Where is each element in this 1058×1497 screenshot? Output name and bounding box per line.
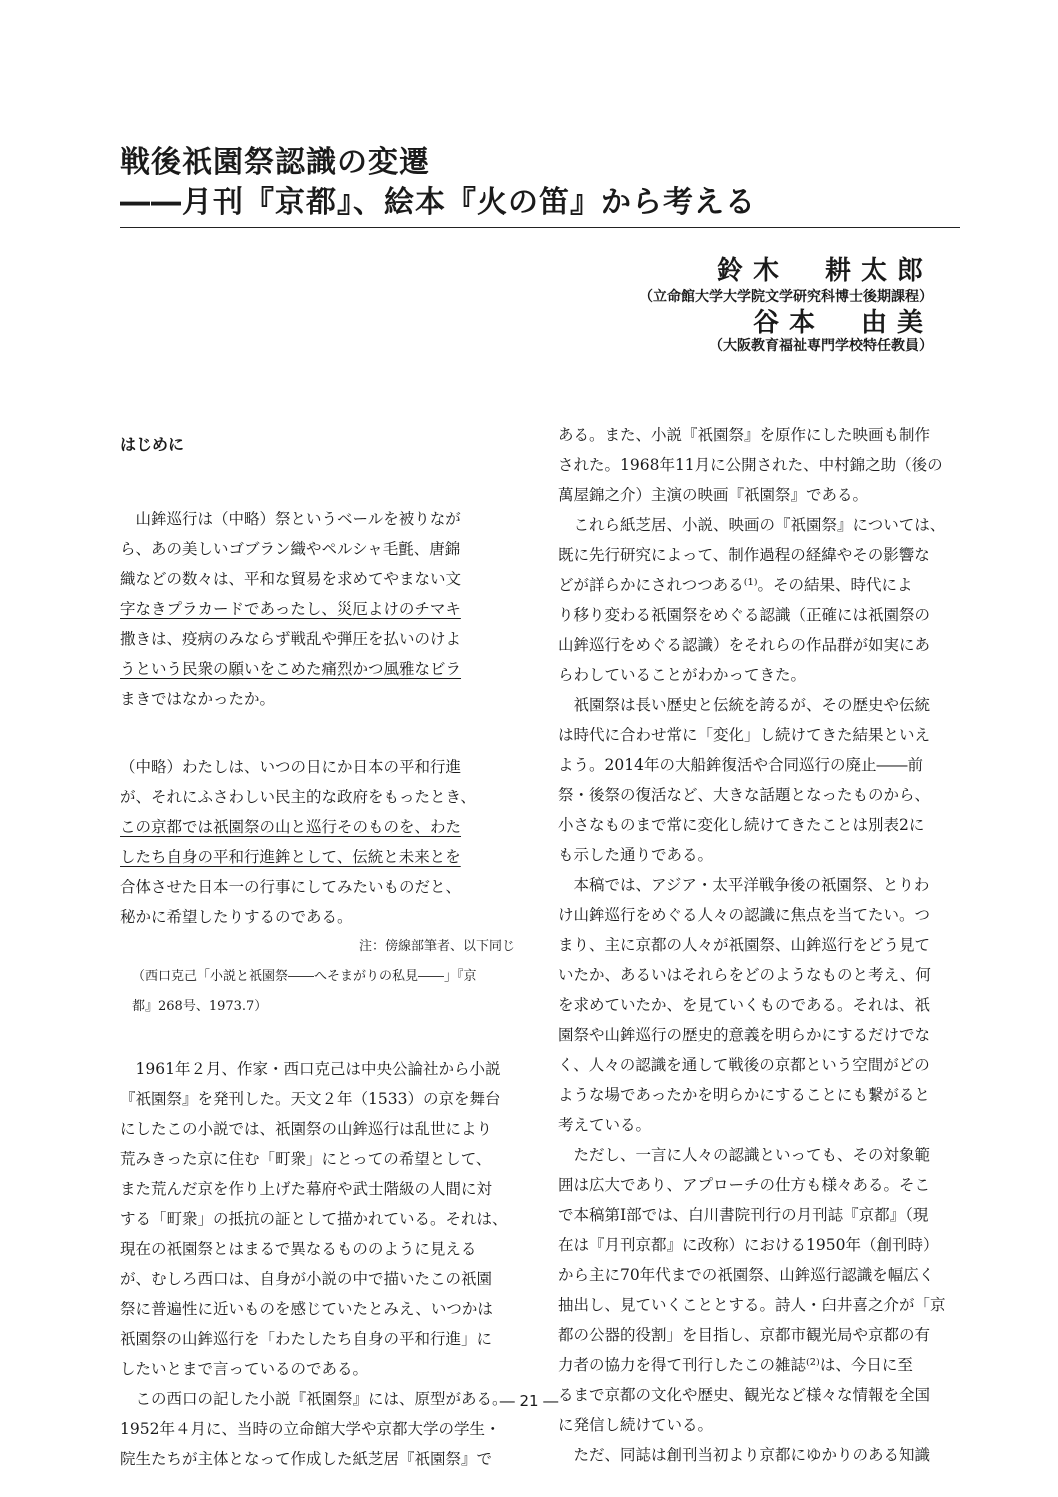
body-line: け山鉾巡行をめぐる人々の認識に焦点を当てたい。つ (558, 906, 931, 924)
author-2-affiliation: （大阪教育福祉専門学校特任教員） (709, 338, 933, 354)
body-line: も示した通りである。 (558, 846, 714, 864)
body-line: 祭に普遍性に近いものを感じていたとみえ、いつかは (120, 1300, 493, 1318)
paper-subtitle: ――月刊『京都』、絵本『火の笛』から考える (120, 185, 756, 220)
body-text-left (120, 1054, 525, 1474)
page-number: ― 21 ― (499, 1392, 559, 1410)
body-line: 本稿では、アジア・太平洋戦争後の祇園祭、とりわ (558, 876, 930, 894)
body-line: ような場であったかを明らかにすることにも繋がると (558, 1086, 930, 1104)
quote-1 (120, 504, 525, 714)
quote-line: （中略）わたしは、いつの日にか日本の平和行進 (120, 758, 462, 776)
body-line: で本稿第Ⅰ部では、白川書院刊行の月刊誌『京都』（現 (558, 1206, 929, 1224)
body-line: 都の公器的役割」を目指し、京都市観光局や京都の有 (558, 1326, 931, 1344)
quote-line: 山鉾巡行は（中略）祭というベールを被りなが (120, 510, 461, 528)
body-line: 囲は広大であり、アプローチの仕方も様々ある。そこ (558, 1176, 931, 1194)
quote-line: 字なきプラカードであったし、災厄よけのチマキ (120, 600, 461, 618)
body-line: これら紙芝居、小説、映画の『祇園祭』については、 (558, 516, 946, 534)
left-column (120, 430, 525, 1474)
body-line: ただし、一言に人々の認識といっても、その対象範 (558, 1146, 931, 1164)
quote-line: この京都では祇園祭の山と巡行そのものを、わた (120, 818, 462, 836)
body-line: 萬屋錦之介）主演の映画『祇園祭』である。 (558, 486, 869, 504)
body-line: まり、主に京都の人々が祇園祭、山鉾巡行をどう見て (558, 936, 931, 954)
body-line: 考えている。 (558, 1116, 652, 1134)
body-line: 祭・後祭の復活など、大きな話題となったものから、 (558, 786, 931, 804)
citation-line: 都』268号、1973.7） (132, 999, 268, 1014)
quote-line: うという民衆の願いをこめた痛烈かつ風雅なビラ (120, 660, 462, 678)
author-2-name: 谷本 由美 (752, 308, 933, 338)
body-line: り移り変わる祇園祭をめぐる認識（正確には祇園祭の (558, 606, 931, 624)
body-line: する「町衆」の抵抗の証として描かれている。それは、 (120, 1210, 508, 1228)
body-line: ただ、同誌は創刊当初より京都にゆかりのある知識 (558, 1446, 931, 1464)
body-line: にしたこの小説では、祇園祭の山鉾巡行は乱世により (120, 1120, 493, 1138)
body-line: を求めていたか、を見ていくものである。それは、祇 (558, 996, 931, 1014)
body-line: よう。2014年の大船鉾復活や合同巡行の廃止――前 (558, 756, 923, 774)
quote-line: まきではなかったか。 (120, 690, 276, 708)
body-line: 1952年４月に、当時の立命館大学や京都大学の学生・ (120, 1420, 501, 1438)
quote-line: 合体させた日本一の行事にしてみたいものだと、 (120, 878, 462, 896)
body-line: 現在の祇園祭とはまるで異なるもののように見える (120, 1240, 477, 1258)
body-line: が、むしろ西口は、自身が小説の中で描いたこの祇園 (120, 1270, 493, 1288)
body-line: に発信し続けている。 (558, 1416, 714, 1434)
title-divider (120, 227, 960, 228)
quote-line: したち自身の平和行進鉾として、伝統と未来とを (120, 848, 461, 866)
quote-line: 秘かに希望したりするのである。 (120, 908, 353, 926)
body-line: 『祇園祭』を発刊した。天文２年（1533）の京を舞台 (120, 1090, 501, 1108)
body-line: また荒んだ京を作り上げた幕府や武士階級の人間に対 (120, 1180, 493, 1198)
quote-line: 織などの数々は、平和な貿易を求めてやまない文 (120, 570, 462, 588)
body-line: された。1968年11月に公開された、中村錦之助（後の (558, 456, 943, 474)
body-line: 抽出し、見ていくこととする。詩人・臼井喜之介が「京 (558, 1296, 946, 1314)
body-line: 小さなものまで常に変化し続けてきたことは別表2に (558, 816, 925, 834)
body-line: 在は『月刊京都』に改称）における1950年（創刊時） (558, 1236, 939, 1254)
body-line: いたか、あるいはそれらをどのようなものと考え、何 (558, 966, 931, 984)
body-line: 1961年２月、作家・西口克己は中央公論社から小説 (120, 1060, 501, 1078)
body-line: らわしていることがわかってきた。 (558, 666, 807, 684)
body-line: ある。また、小説『祇園祭』を原作にした映画も制作 (558, 426, 931, 444)
body-line: この西口の記した小説『祇園祭』には、原型がある。 (120, 1390, 508, 1408)
body-line: したいとまで言っているのである。 (120, 1360, 369, 1378)
body-line: 荒みきった京に住む「町衆」にとっての希望として、 (120, 1150, 492, 1168)
author-1-name: 鈴木 耕太郎 (716, 256, 933, 286)
body-line: 園祭や山鉾巡行の歴史的意義を明らかにするだけでな (558, 1026, 931, 1044)
quote-line: 撒きは、疫病のみならず戦乱や弾圧を払いのけよ (120, 630, 462, 648)
right-column (558, 420, 960, 1470)
paper-title: 戦後祇園祭認識の変遷 (120, 145, 430, 180)
body-line: るまで京都の文化や歴史、観光など様々な情報を全国 (558, 1386, 931, 1404)
quote-2 (120, 752, 525, 932)
body-line: は時代に合わせ常に「変化」し続けてきた結果といえ (558, 726, 931, 744)
citation-line: （西口克己「小説と祇園祭――へそまがりの私見――」『京 (132, 969, 477, 984)
body-line: 既に先行研究によって、制作過程の経緯やその影響な (558, 546, 930, 564)
body-line: 山鉾巡行をめぐる認識）をそれらの作品群が如実にあ (558, 636, 931, 654)
body-line: どが詳らかにされつつある⁽¹⁾。その結果、時代によ (558, 576, 913, 594)
body-line: く、人々の認識を通して戦後の京都という空間がどの (558, 1056, 930, 1074)
section-heading: はじめに (120, 435, 185, 454)
body-line: 祇園祭の山鉾巡行を「わたしたち自身の平和行進」に (120, 1330, 493, 1348)
author-1-affiliation: （立命館大学大学院文学研究科博士後期課程） (639, 289, 933, 305)
body-line: 院生たちが主体となって作成した紙芝居『祇園祭』で (120, 1450, 493, 1468)
quote-line: ら、あの美しいゴブラン織やペルシャ毛氈、唐錦 (120, 540, 461, 558)
title-block (120, 143, 960, 223)
quote-line: が、それにふさわしい民主的な政府をもったとき、 (120, 788, 476, 806)
underline-note: 注：傍線部筆者、以下同じ (358, 939, 515, 954)
body-line: 祇園祭は長い歴史と伝統を誇るが、その歴史や伝統 (558, 696, 931, 714)
body-line: から主に70年代までの祇園祭、山鉾巡行認識を幅広く (558, 1266, 935, 1284)
body-line: 力者の協力を得て刊行したこの雑誌⁽²⁾は、今日に至 (558, 1356, 913, 1374)
